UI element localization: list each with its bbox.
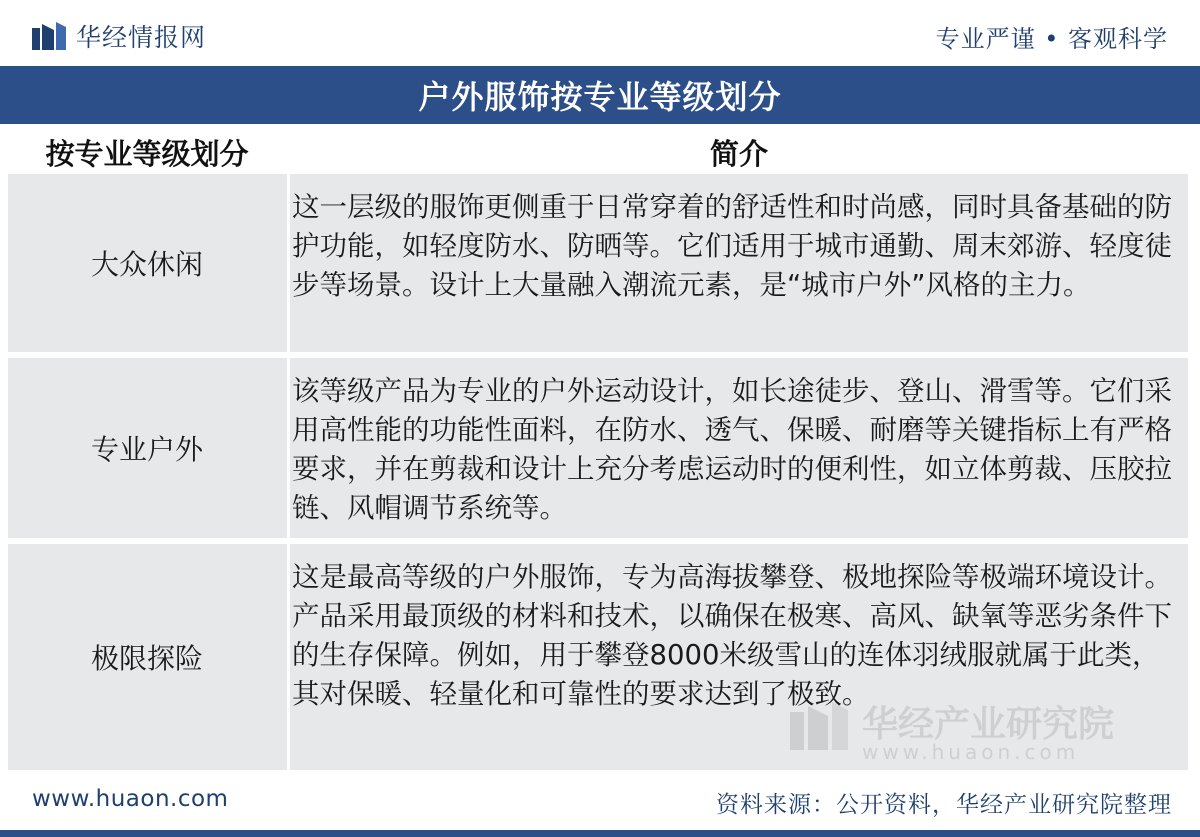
brand-name: 华经情报网 (76, 23, 207, 52)
tagline: 专业严谨 • 客观科学 (935, 25, 1168, 53)
column-header-description: 简介 (709, 137, 768, 171)
huajing-logo-icon (32, 22, 66, 50)
footer-url: www.huaon.com (32, 786, 229, 812)
table-header (0, 124, 1200, 174)
column-divider (287, 174, 290, 352)
top-bar (0, 0, 1200, 62)
column-divider (287, 358, 290, 538)
description-cell: 这是最高等级的户外服饰，专为高海拔攀登、极地探险等极端环境设计。产品采用最顶级的材料和技术，以确保在极寒、高风、缺氧等恶劣条件下的生存保障。例如，用于攀登8000米级雪山的连体羽绒服就属于此类，其对保暖、轻量化和可靠性的要求达到了极致。 (292, 561, 1172, 710)
level-cell: 极限探险 (90, 642, 203, 675)
column-header-level: 按专业等级划分 (45, 137, 249, 171)
watermark-text: 华经产业研究院 (862, 704, 1115, 745)
level-cell: 专业户外 (90, 433, 203, 466)
page-title: 户外服饰按专业等级划分 (418, 78, 782, 116)
level-cell: 大众休闲 (90, 248, 203, 281)
watermark-logo-icon (790, 702, 848, 750)
column-divider (287, 544, 290, 770)
description-cell: 这一层级的服饰更侧重于日常穿着的舒适性和时尚感，同时具备基础的防护功能，如轻度防水、防晒等。它们适用于城市通勤、周末郊游、轻度徒步等场景。设计上大量融入潮流元素，是“城市户外”风格的主力。 (292, 191, 1172, 301)
watermark-url: www.huaon.com (862, 740, 1080, 764)
watermark (790, 696, 1150, 766)
source-note: 资料来源：公开资料，华经产业研究院整理 (716, 792, 1172, 818)
table-row (8, 358, 1188, 538)
table-row (8, 174, 1188, 352)
description-cell: 该等级产品为专业的户外运动设计，如长途徒步、登山、滑雪等。它们采用高性能的功能性面料，在防水、透气、保暖、耐磨等关键指标上有严格要求，并在剪裁和设计上充分考虑运动时的便利性，如立体剪裁、压胶拉链、风帽调节系统等。 (292, 375, 1172, 524)
bottom-strip (0, 830, 1200, 837)
title-banner (0, 66, 1200, 124)
